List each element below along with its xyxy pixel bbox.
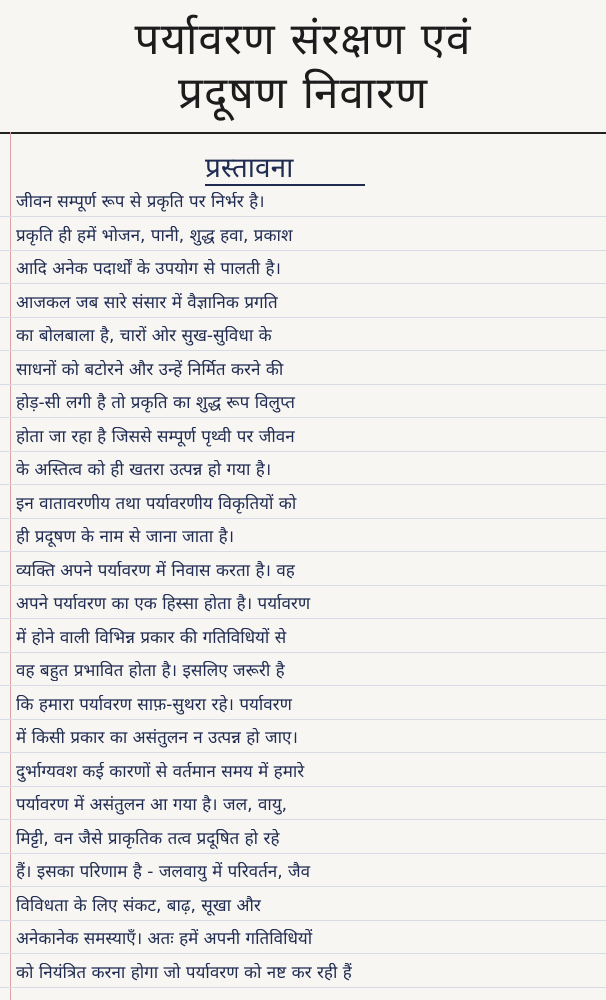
ruled-line bbox=[0, 652, 606, 653]
text-line: आदि अनेक पदार्थों के उपयोग से पालती है। bbox=[16, 259, 281, 279]
ruled-line bbox=[0, 618, 606, 619]
ruled-line bbox=[0, 719, 606, 720]
margin-line bbox=[10, 132, 11, 1000]
text-line: को नियंत्रित करना होगा जो पर्यावरण को नष्ट कर रही हैं bbox=[16, 962, 352, 983]
text-line: कि हमारा पर्यावरण साफ़-सुथरा रहे। पर्यावरण bbox=[16, 694, 292, 715]
text-line: विविधता के लिए संकट, बाढ़, सूखा और bbox=[16, 895, 261, 916]
text-line: वह बहुत प्रभावित होता है। इसलिए जरूरी है bbox=[16, 661, 285, 681]
ruled-line bbox=[0, 250, 606, 251]
text-line: होड़-सी लगी है तो प्रकृति का शुद्ध रूप विलुप्त bbox=[16, 393, 296, 413]
ruled-line bbox=[0, 752, 606, 753]
text-line: व्यक्ति अपने पर्यावरण में निवास करता है। वह bbox=[16, 560, 295, 581]
ruled-line bbox=[0, 283, 606, 284]
ruled-line bbox=[0, 920, 606, 921]
text-line: अपने पर्यावरण का एक हिस्सा होता है। पर्यावरण bbox=[16, 594, 311, 614]
text-line: प्रकृति ही हमें भोजन, पानी, शुद्ध हवा, प्रकाश bbox=[16, 225, 293, 246]
text-line: आजकल जब सारे संसार में वैज्ञानिक प्रगति bbox=[16, 292, 278, 313]
ruled-line bbox=[0, 819, 606, 820]
ruled-line bbox=[0, 451, 606, 452]
text-line: के अस्तित्व को ही खतरा उत्पन्न हो गया है। bbox=[16, 460, 272, 480]
ruled-line bbox=[0, 484, 606, 485]
text-line: में किसी प्रकार का असंतुलन न उत्पन्न हो जाए। bbox=[16, 728, 298, 748]
text-line: दुर्भाग्यवश कई कारणों से वर्तमान समय में हमारे bbox=[16, 761, 305, 782]
text-line: हैं। इसका परिणाम है - जलवायु में परिवर्तन, जैव bbox=[16, 862, 311, 882]
text-line: इन वातावरणीय तथा पर्यावरणीय विकृतियों को bbox=[16, 493, 297, 514]
ruled-line bbox=[0, 786, 606, 787]
text-line: में होने वाली विभिन्न प्रकार की गतिविधियों से bbox=[16, 627, 287, 648]
ruled-line bbox=[0, 853, 606, 854]
section-heading: प्रस्तावना bbox=[205, 152, 365, 186]
ruled-line bbox=[0, 987, 606, 988]
text-line: होता जा रहा है जिससे सम्पूर्ण पृथ्वी पर जीवन bbox=[16, 426, 295, 447]
text-line: मिट्टी, वन जैसे प्राकृतिक तत्व प्रदूषित हो रहे bbox=[16, 828, 280, 849]
text-line: साधनों को बटोरने और उन्हें निर्मित करने की bbox=[16, 359, 284, 380]
ruled-line bbox=[0, 350, 606, 351]
text-line: पर्यावरण में असंतुलन आ गया है। जल, वायु, bbox=[16, 795, 288, 815]
ruled-line bbox=[0, 551, 606, 552]
text-line: का बोलबाला है, चारों ओर सुख-सुविधा के bbox=[16, 326, 272, 346]
ruled-line bbox=[0, 216, 606, 217]
ruled-line bbox=[0, 886, 606, 887]
page-title-line-2: प्रदूषण निवारण bbox=[177, 68, 429, 119]
title-block bbox=[0, 0, 606, 134]
ruled-line bbox=[0, 953, 606, 954]
ruled-line bbox=[0, 518, 606, 519]
text-line: ही प्रदूषण के नाम से जाना जाता है। bbox=[16, 527, 235, 547]
ruled-line bbox=[0, 417, 606, 418]
page-title-line-1: पर्यावरण संरक्षण एवं bbox=[134, 14, 472, 65]
text-line: अनेकानेक समस्याएँ। अतः हमें अपनी गतिविधियों bbox=[16, 929, 313, 949]
text-line: जीवन सम्पूर्ण रूप से प्रकृति पर निर्भर है। bbox=[16, 192, 265, 212]
ruled-line bbox=[0, 317, 606, 318]
ruled-line bbox=[0, 685, 606, 686]
ruled-line bbox=[0, 384, 606, 385]
ruled-line bbox=[0, 585, 606, 586]
